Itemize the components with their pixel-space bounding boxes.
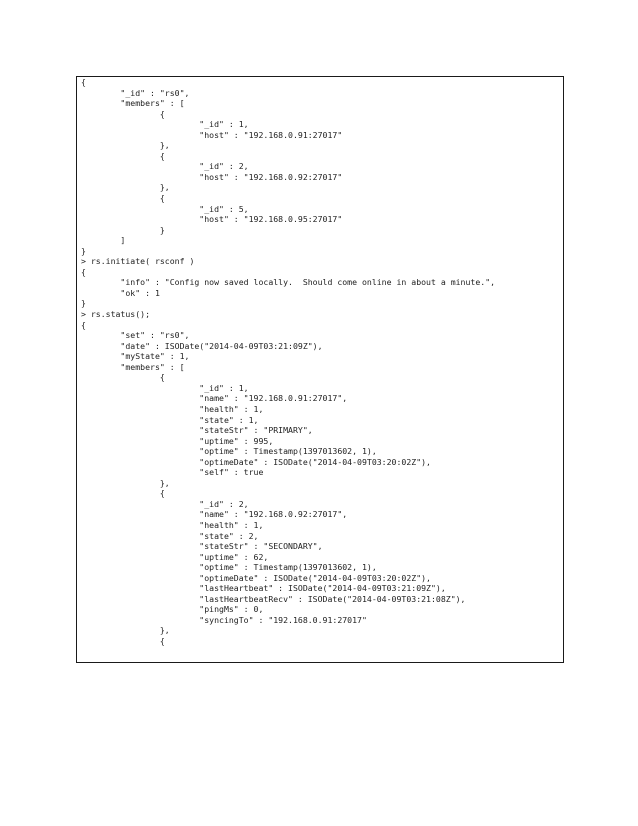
terminal-line: "lastHeartbeat" : ISODate("2014-04-09T03:21:09Z"), (81, 583, 446, 594)
terminal-line: "host" : "192.168.0.92:27017" (81, 171, 343, 182)
terminal-line: { (81, 77, 86, 87)
terminal-line: "uptime" : 995, (81, 435, 274, 446)
terminal-line: "members" : [ (81, 98, 185, 109)
terminal-screenshot-frame (76, 76, 564, 663)
terminal-line: "stateStr" : "SECONDARY", (81, 541, 323, 552)
terminal-line: }, (81, 625, 170, 636)
terminal-line: "optime" : Timestamp(1397013602, 1), (81, 446, 377, 457)
terminal-line: }, (81, 182, 170, 193)
terminal-line: "_id" : 1, (81, 382, 249, 393)
terminal-line: "_id" : 5, (81, 203, 249, 214)
terminal-line: "state" : 1, (81, 414, 259, 425)
terminal-line: "optime" : Timestamp(1397013602, 1), (81, 562, 377, 573)
terminal-line: "myState" : 1, (81, 351, 190, 362)
terminal-line: "_id" : 2, (81, 161, 249, 172)
terminal-line: { (81, 108, 165, 119)
terminal-line: "members" : [ (81, 361, 185, 372)
terminal-line: "_id" : "rs0", (81, 87, 190, 98)
terminal-line: } (81, 224, 165, 235)
terminal-line: { (81, 193, 165, 204)
terminal-line: } (81, 245, 86, 256)
terminal-line: "_id" : 2, (81, 498, 249, 509)
terminal-line: "health" : 1, (81, 519, 264, 530)
terminal-line: { (81, 266, 86, 277)
terminal-line: "stateStr" : "PRIMARY", (81, 425, 313, 436)
terminal-line: "optimeDate" : ISODate("2014-04-09T03:20:02Z"), (81, 572, 431, 583)
terminal-line: > rs.initiate( rsconf ) (81, 256, 195, 267)
terminal-line: "lastHeartbeatRecv" : ISODate("2014-04-09T03:21:08Z"), (81, 593, 466, 604)
terminal-output (81, 77, 495, 647)
terminal-line: "optimeDate" : ISODate("2014-04-09T03:20:02Z"), (81, 456, 431, 467)
terminal-line: "pingMs" : 0, (81, 604, 264, 615)
terminal-line: "uptime" : 62, (81, 551, 269, 562)
terminal-line: { (81, 372, 165, 383)
terminal-line: > rs.status(); (81, 309, 151, 320)
terminal-line: "_id" : 1, (81, 119, 249, 130)
terminal-line: "info" : "Config now saved locally. Should come online in about a minute.", (81, 277, 496, 288)
terminal-line: "health" : 1, (81, 403, 264, 414)
terminal-line: "syncingTo" : "192.168.0.91:27017" (81, 614, 367, 625)
terminal-line: { (81, 150, 165, 161)
terminal-line: "host" : "192.168.0.91:27017" (81, 129, 343, 140)
terminal-line: } (81, 298, 86, 309)
terminal-line: { (81, 319, 86, 330)
terminal-line: "set" : "rs0", (81, 330, 190, 341)
terminal-line: "host" : "192.168.0.95:27017" (81, 214, 343, 225)
terminal-line: "date" : ISODate("2014-04-09T03:21:09Z"), (81, 340, 323, 351)
terminal-line: { (81, 635, 165, 646)
terminal-line: { (81, 488, 165, 499)
terminal-line: }, (81, 477, 170, 488)
terminal-line: "self" : true (81, 467, 264, 478)
terminal-line: "state" : 2, (81, 530, 259, 541)
terminal-line: "name" : "192.168.0.91:27017", (81, 393, 348, 404)
terminal-line: }, (81, 140, 170, 151)
terminal-line: ] (81, 235, 126, 246)
terminal-line: "ok" : 1 (81, 287, 160, 298)
terminal-line: "name" : "192.168.0.92:27017", (81, 509, 348, 520)
